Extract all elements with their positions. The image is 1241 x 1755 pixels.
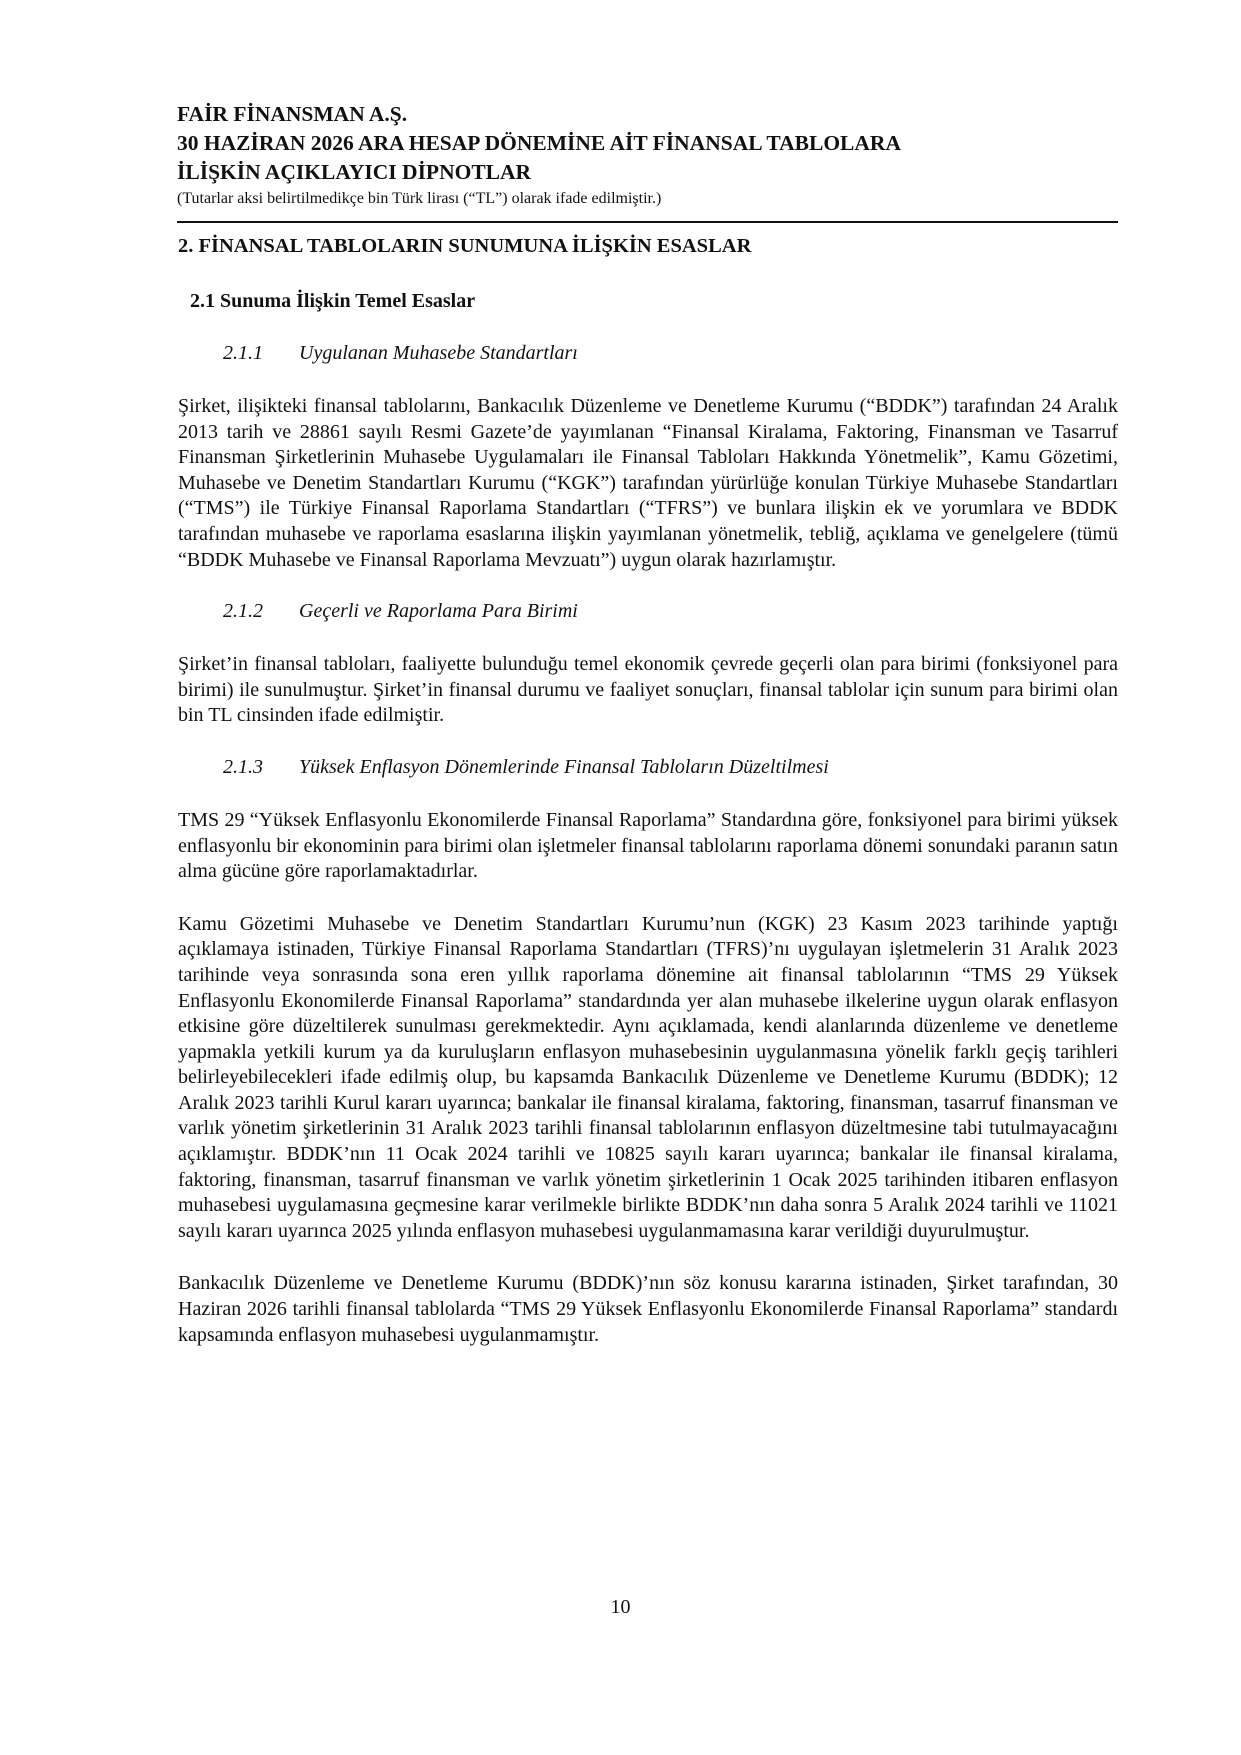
item-title: Geçerli ve Raporlama Para Birimi (299, 600, 578, 623)
page-body (178, 232, 1118, 1348)
paragraph: Kamu Gözetimi Muhasebe ve Denetim Standartları Kurumu’nun (KGK) 23 Kasım 2023 tarihinde yaptığı açıklamaya istinaden, Türkiye Finansal Raporlama Standartları (TFRS)’nı uygulayan işletmelerin 31 Aralık 2023 tarihinde veya sonrasında sona eren yıllık raporlama dönemine ait finansal tablolarının “TMS 29 Yüksek Enflasyonlu Ekonomilerde Finansal Raporlama” standardında yer alan muhasebe ilkelerine uygun olarak enflasyon etkisine göre düzeltilerek sunulması gerekmektedir. Aynı açıklamada, kendi alanlarında düzenleme ve denetleme yapmakla yetkili kurum ya da kuruluşların enflasyon muhasebesinin uygulanmasına yönelik farklı geçiş tarihleri belirleyebilecekleri ifade edilmiş olup, bu kapsamda Bankacılık Düzenleme ve Denetleme Kurumu (BDDK); 12 Aralık 2023 tarihli Kurul kararı uyarınca; bankalar ile finansal kiralama, faktoring, finansman, tasarruf finansman ve varlık yönetim şirketlerinin 31 Aralık 2023 tarihli finansal tablolarının enflasyon düzeltmesine tabi tutulmayacağını açıklamıştır. BDDK’nın 11 Ocak 2024 tarihli ve 10825 sayılı kararı uyarınca; bankalar ile finansal kiralama, faktoring, finansman, tasarruf finansman ve varlık yönetim şirketlerinin 1 Ocak 2025 tarihinden itibaren enflasyon muhasebesi uygulamasına geçmesine karar verilmekle birlikte BDDK’nın daha sonra 5 Aralık 2024 tarihli ve 11021 sayılı kararı uyarınca 2025 yılında enflasyon muhasebesi uygulanmamasına karar verildiği duyurulmuştur. (178, 912, 1118, 1242)
company-name: FAİR FİNANSMAN A.Ş. (177, 102, 408, 126)
report-period-title: 30 HAZİRAN 2026 ARA HESAP DÖNEMİNE AİT FİNANSAL TABLOLARA (177, 131, 901, 155)
header-divider (177, 221, 1118, 223)
page-number: 10 (610, 1596, 631, 1618)
paragraph: Bankacılık Düzenleme ve Denetleme Kurumu (BDDK)’nın söz konusu kararına istinaden, Şirket tarafından, 30 Haziran 2026 tarihli finansal tablolarda “TMS 29 Yüksek Enflasyonlu Ekonomilerde Finansal Raporlama” standardı kapsamında enflasyon muhasebesi uygulanmamıştır. (178, 1272, 1118, 1346)
item-title: Uygulanan Muhasebe Standartları (299, 342, 578, 364)
item-number: 2.1.2 (223, 600, 263, 623)
paragraph: Şirket, ilişikteki finansal tablolarını, Bankacılık Düzenleme ve Denetleme Kurumu (“BDDK”) tarafından 24 Aralık 2013 tarih ve 28861 sayılı Resmi Gazete’de yayımlanan “Finansal Kiralama, Faktoring, Finansman ve Tasarruf Finansman Şirketlerinin Muhasebe Uygulamaları ile Finansal Tabloları Hakkında Yönetmelik”, Kamu Gözetimi, Muhasebe ve Denetim Standartları Kurumu (“KGK”) tarafından yürürlüğe konulan Türkiye Muhasebe Standartları (“TMS”) ile Türkiye Finansal Raporlama Standartları (“TFRS”) ve bunlara ilişkin ek ve yorumlara ve BDDK tarafından muhasebe ve raporlama esaslarına ilişkin yayımlanan yönetmelik, tebliğ, açıklama ve genelgelere (tümü “BDDK Muhasebe ve Finansal Raporlama Mevzuatı”) uygun olarak hazırlamıştır. (178, 395, 1118, 571)
item-heading-2-1-2 (223, 597, 1118, 625)
item-heading-2-1-1 (223, 339, 1118, 367)
page-header (177, 100, 1117, 210)
subsection-title: 2.1 Sunuma İlişkin Temel Esaslar (190, 290, 476, 312)
paragraph: Şirket’in finansal tabloları, faaliyette bulunduğu temel ekonomik çevrede geçerli olan para birimi (fonksiyonel para birimi) ile sunulmuştur. Şirket’in finansal durumu ve faaliyet sonuçları, finansal tablolar için sunum para birimi olan bin TL cinsinden ifade edilmiştir. (178, 653, 1118, 727)
notes-title: İLİŞKİN AÇIKLAYICI DİPNOTLAR (177, 160, 532, 184)
item-number: 2.1.3 (223, 755, 263, 778)
section-title: 2. FİNANSAL TABLOLARIN SUNUMUNA İLİŞKİN ESASLAR (178, 235, 752, 257)
item-number: 2.1.1 (223, 342, 263, 364)
currency-note: (Tutarlar aksi belirtilmedikçe bin Türk lirası (“TL”) olarak ifade edilmiştir.) (177, 190, 662, 207)
paragraph: TMS 29 “Yüksek Enflasyonlu Ekonomilerde Finansal Raporlama” Standardına göre, fonksiyonel para birimi yüksek enflasyonlu bir ekonominin para birimi olan işletmeler finansal tablolarını raporlama dönemi sonundaki paranın satın alma gücüne göre raporlamaktadırlar. (178, 808, 1118, 883)
item-title: Yüksek Enflasyon Dönemlerinde Finansal Tabloların Düzeltilmesi (299, 755, 829, 778)
item-heading-2-1-3 (223, 753, 1118, 781)
